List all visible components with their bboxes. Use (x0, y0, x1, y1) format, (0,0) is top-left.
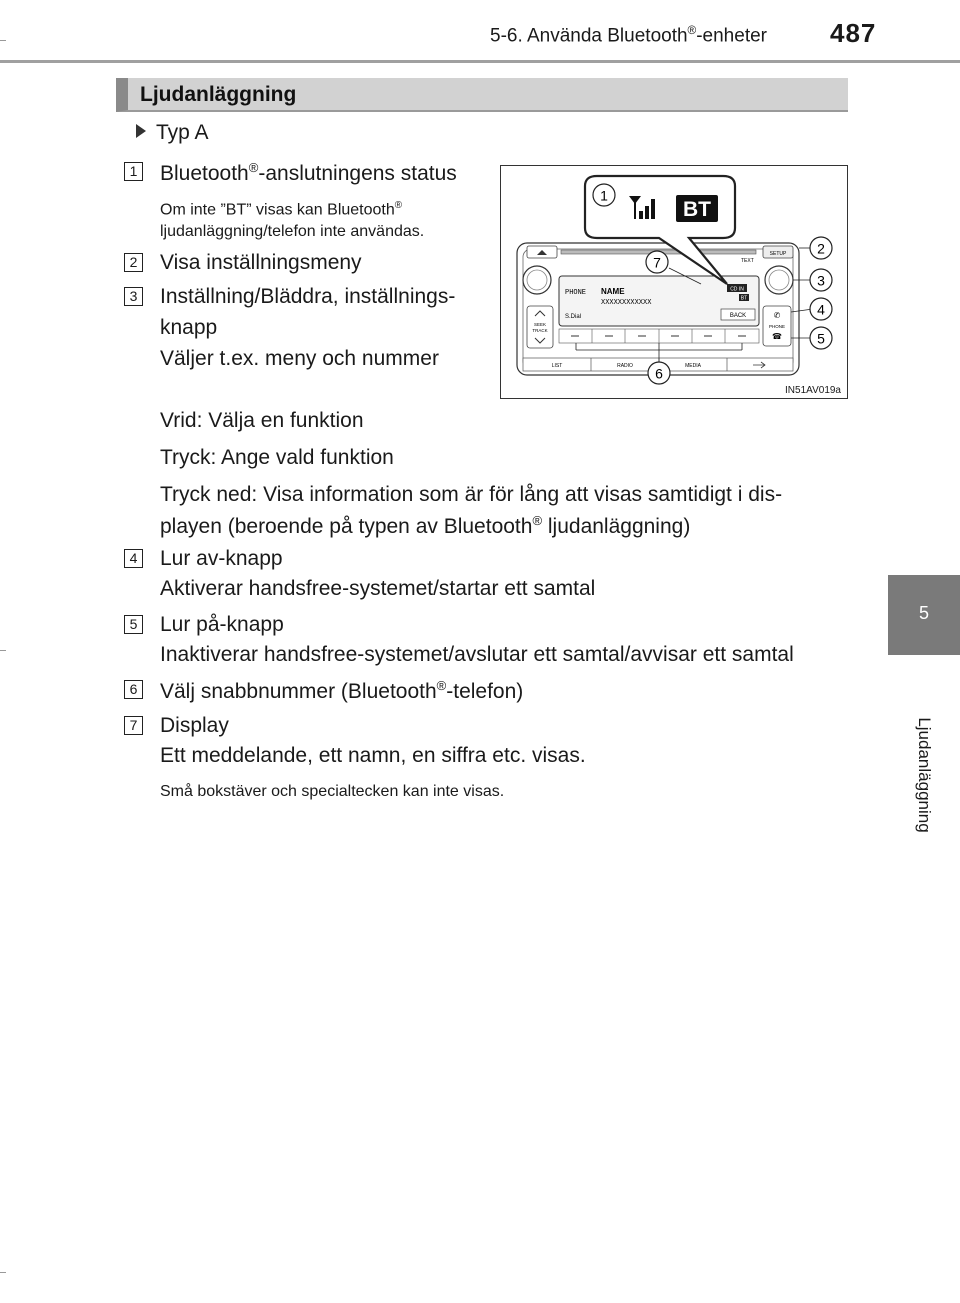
text-label: TEXT (741, 258, 754, 264)
audio-panel-illustration (501, 166, 846, 397)
type-label (136, 121, 209, 145)
item-number: 4 (124, 549, 143, 568)
callout-3 (810, 269, 832, 291)
svg-text:6: 6 (655, 365, 663, 382)
list-label: LIST (551, 363, 563, 369)
item-title: knapp (160, 316, 218, 339)
item-note: ljudanläggning/telefon inte användas. (160, 223, 425, 240)
item-desc: Aktiverar handsfree-systemet/startar ett samtal (160, 577, 596, 600)
item-title: Display (160, 714, 229, 737)
header-rule (0, 60, 960, 63)
svg-text:2: 2 (817, 240, 825, 257)
item-number: 7 (124, 716, 143, 735)
display-name-text: NAME (601, 287, 625, 296)
chapter-label-text: Ljudanläggning (915, 717, 934, 833)
triangle-bullet-icon (136, 124, 146, 138)
figure-code: IN51AV019a (785, 385, 841, 396)
item-title: Inställning/Bläddra, inställnings- (160, 285, 456, 308)
bt-text-small: BT (740, 295, 748, 302)
type-label-text: Typ A (156, 121, 209, 144)
crop-mark (0, 650, 6, 651)
audio-panel-figure (500, 165, 848, 399)
item-number: 6 (124, 680, 143, 699)
item-note: Om inte ”BT” visas kan Bluetooth® (160, 200, 403, 219)
item-number: 3 (124, 287, 143, 306)
item-desc: Ett meddelande, ett namn, en siffra etc. visas. (160, 744, 586, 767)
item-note: Små bokstäver och specialtecken kan inte visas. (160, 783, 505, 800)
track-label: TRACK (532, 328, 548, 333)
item-desc: Vrid: Välja en funktion (160, 409, 364, 432)
svg-text:3: 3 (817, 272, 825, 289)
seek-label: SEEK (533, 322, 547, 327)
setup-label: SETUP (769, 251, 787, 257)
display-sdial-text: S.Dial (565, 314, 582, 320)
item-title: Visa inställningsmeny (160, 251, 362, 274)
item-title: Bluetooth®-anslutningens status (160, 160, 457, 185)
svg-text:7: 7 (653, 254, 661, 271)
callout-5 (810, 327, 832, 349)
page-number: 487 (830, 18, 877, 48)
cd-in-text: CD IN (730, 286, 744, 293)
chapter-tab (888, 575, 960, 655)
phone-on-hook-icon: ☎ (772, 332, 782, 341)
item-desc: playen (beroende på typen av Bluetooth® ljudanläggning) (160, 513, 691, 538)
callout-2 (810, 237, 832, 259)
callout-7 (646, 251, 668, 273)
svg-text:4: 4 (817, 301, 825, 318)
chapter-label (888, 655, 960, 900)
item-desc: Tryck ned: Visa information som är för lång att visas samtidigt i dis- (160, 483, 783, 506)
preset-buttons (559, 329, 759, 343)
running-header-title: 5-6. Använda Bluetooth®-enheter (490, 24, 767, 47)
item-title: Lur på-knapp (160, 613, 284, 636)
back-label: BACK (729, 313, 747, 319)
svg-text:1: 1 (600, 187, 608, 204)
section-title: Ljudanläggning (140, 83, 297, 106)
bt-badge-text: BT (683, 198, 711, 221)
section-heading (116, 78, 848, 112)
display-number-text: XXXXXXXXXXXX (601, 299, 652, 307)
radio-label: RADIO (617, 363, 633, 369)
crop-mark (0, 40, 6, 41)
item-title: Lur av-knapp (160, 547, 283, 570)
chapter-number: 5 (918, 603, 929, 623)
callout-4 (810, 298, 832, 320)
item-desc: Tryck: Ange vald funktion (160, 446, 394, 469)
item-number: 1 (124, 162, 143, 181)
media-label: MEDIA (685, 363, 701, 369)
display-phone-text: PHONE (565, 289, 587, 297)
phone-off-hook-icon: ✆ (773, 311, 781, 320)
callout-6 (648, 362, 670, 384)
crop-mark (0, 1272, 6, 1273)
svg-text:5: 5 (817, 330, 825, 347)
item-number: 2 (124, 253, 143, 272)
seek-track-button (527, 306, 553, 348)
phone-label: PHONE (768, 324, 786, 329)
item-desc: Väljer t.ex. meny och nummer (160, 347, 439, 370)
item-desc: Inaktiverar handsfree-systemet/avslutar ett samtal/avvisar ett samtal (160, 643, 794, 666)
item-number: 5 (124, 615, 143, 634)
item-title: Välj snabbnummer (Bluetooth®-telefon) (160, 678, 524, 703)
callout-1 (593, 184, 615, 206)
